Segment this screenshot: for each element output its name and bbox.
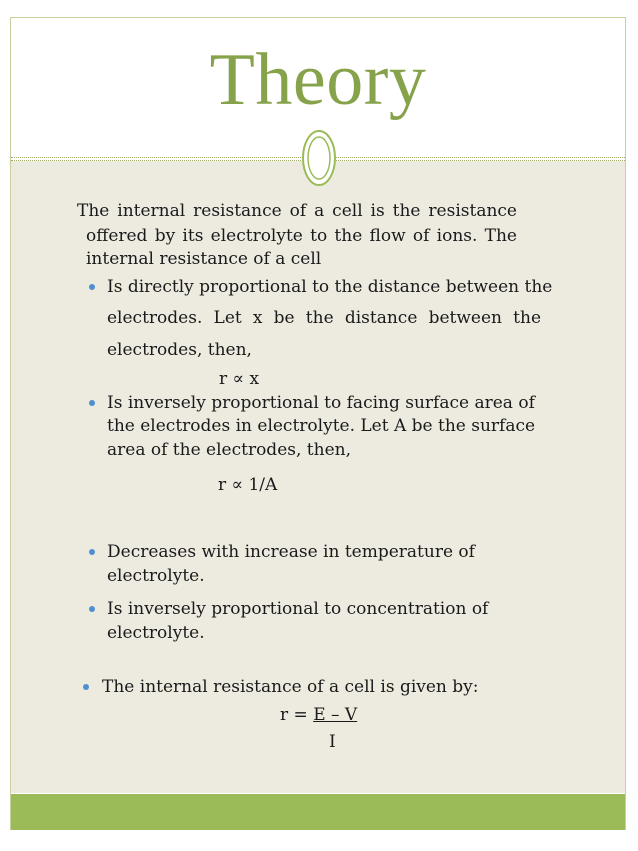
bullet-3-line-1: Decreases with increase in temperature of bbox=[107, 542, 475, 562]
bullet-2-line-1: Is inversely proportional to facing surface area of bbox=[107, 393, 535, 413]
formula-r-prop-x: r ∝ x bbox=[219, 369, 260, 389]
bullet-2-line-3: area of the electrodes, then, bbox=[107, 440, 351, 460]
bullet-2-line-2: the electrodes in electrolyte. Let A be the surface bbox=[107, 416, 536, 436]
formula-lhs: r = bbox=[280, 705, 314, 725]
intro-line-1: The internal resistance of a cell is the resistance bbox=[77, 201, 517, 221]
bullet-4-line-1: Is inversely proportional to concentration of bbox=[107, 599, 489, 619]
bullet-dot bbox=[89, 400, 95, 406]
bullet-3-line-2: electrolyte. bbox=[107, 566, 205, 586]
bullet-1-line-3: electrodes, then, bbox=[107, 340, 252, 360]
bullet-dot bbox=[89, 606, 95, 612]
bullet-dot bbox=[83, 684, 89, 690]
bullet-dot bbox=[89, 549, 95, 555]
page-title: Theory bbox=[209, 39, 427, 121]
formula-denominator: I bbox=[329, 732, 336, 752]
bullet-1-line-2: electrodes. Let x be the distance between the bbox=[107, 308, 541, 328]
final-text: The internal resistance of a cell is given by: bbox=[102, 677, 479, 697]
intro-line-2: offered by its electrolyte to the flow of ions. The bbox=[86, 226, 517, 246]
formula-internal-resistance bbox=[280, 704, 357, 726]
formula-numerator: E – V bbox=[313, 705, 358, 725]
bullet-4-line-2: electrolyte. bbox=[107, 623, 205, 643]
bullet-1-line-1: Is directly proportional to the distance between the bbox=[107, 277, 553, 297]
bullet-dot bbox=[89, 284, 95, 290]
footer-band bbox=[11, 794, 625, 830]
oval-ornament-icon bbox=[301, 128, 337, 188]
intro-line-3: internal resistance of a cell bbox=[86, 249, 322, 269]
formula-r-prop-inv-a: r ∝ 1/A bbox=[218, 475, 278, 495]
